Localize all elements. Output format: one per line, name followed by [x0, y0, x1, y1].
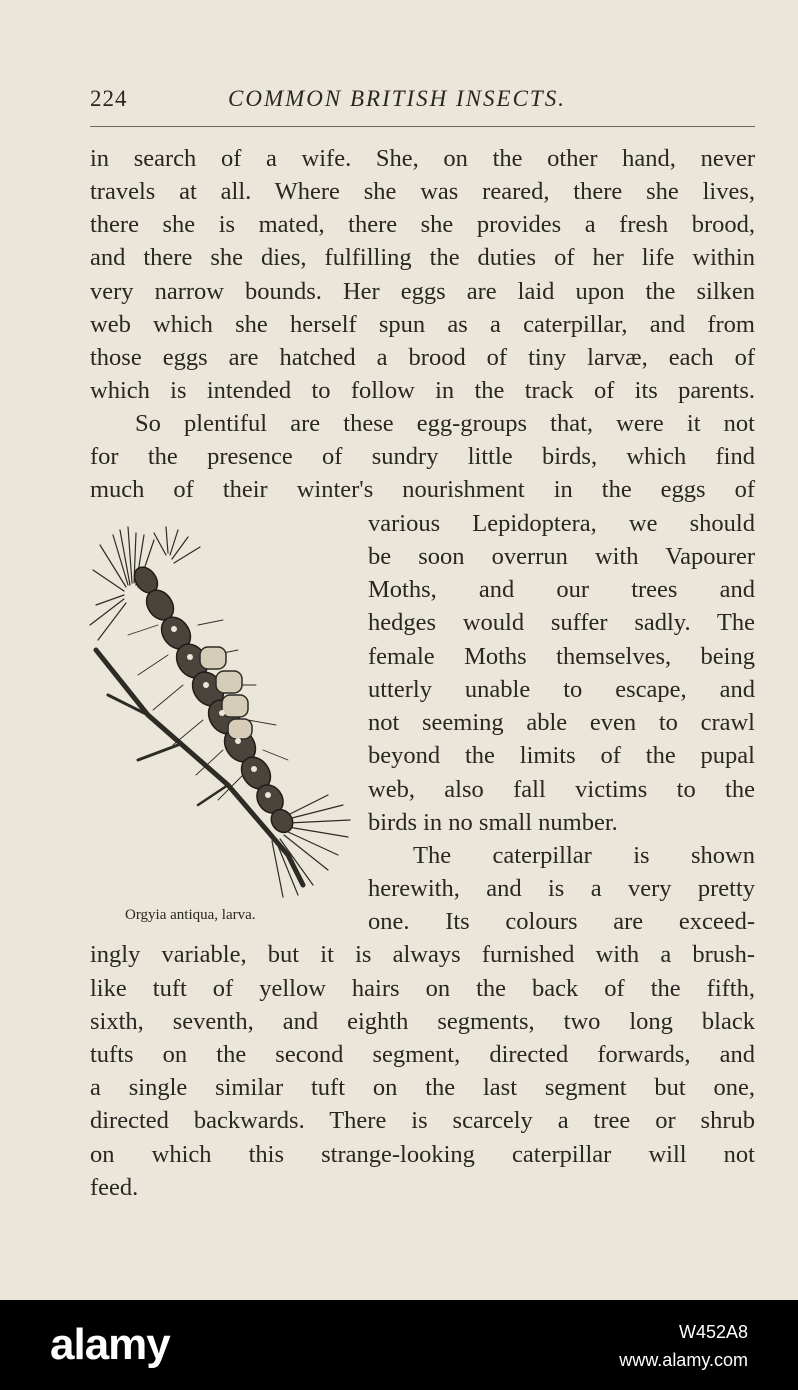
- body-line: sixth, seventh, and eighth segments, two long black: [90, 1008, 755, 1035]
- body-line: not seeming able even to crawl: [368, 709, 755, 736]
- body-line: web which she herself spun as a caterpillar, and from: [90, 311, 755, 338]
- figure-caption: Orgyia antiqua, larva.: [125, 907, 256, 923]
- body-line: feed.: [90, 1174, 139, 1201]
- body-line: various Lepidoptera, we should: [368, 510, 755, 537]
- body-line: hedges would suffer sadly. The: [368, 609, 755, 636]
- body-line: travels at all. Where she was reared, there she lives,: [90, 178, 755, 205]
- header-rule: [90, 126, 755, 127]
- body-line: a single similar tuft on the last segment but one,: [90, 1074, 755, 1101]
- body-line: for the presence of sundry little birds, which find: [90, 443, 755, 470]
- body-line: there she is mated, there she provides a fresh brood,: [90, 211, 755, 238]
- body-line: be soon overrun with Vapourer: [368, 543, 755, 570]
- body-line: on which this strange-looking caterpillar will not: [90, 1141, 755, 1168]
- body-line: much of their winter's nourishment in the eggs of: [90, 476, 755, 503]
- body-line: utterly unable to escape, and: [368, 676, 755, 703]
- site-url: www.alamy.com: [619, 1350, 748, 1370]
- body-line: very narrow bounds. Her eggs are laid upon the silken: [90, 278, 755, 305]
- body-line: and there she dies, fulfilling the duties of her life within: [90, 244, 755, 271]
- body-line: those eggs are hatched a brood of tiny larvæ, each of: [90, 344, 755, 371]
- body-line: in search of a wife. She, on the other hand, never: [90, 145, 755, 172]
- body-line: birds in no small number.: [368, 809, 618, 836]
- body-line: herewith, and is a very pretty: [368, 875, 755, 902]
- body-line: web, also fall victims to the: [368, 776, 755, 803]
- body-line: female Moths themselves, being: [368, 643, 755, 670]
- body-line: The caterpillar is shown: [413, 842, 755, 869]
- alamy-logo: alamy: [50, 1320, 170, 1369]
- image-id: W452A8: [678, 1322, 748, 1342]
- body-line: Moths, and our trees and: [368, 576, 755, 603]
- body-line: beyond the limits of the pupal: [368, 742, 755, 769]
- caterpillar-illustration: [88, 525, 358, 905]
- body-line: one. Its colours are exceed-: [368, 908, 755, 935]
- body-line: which is intended to follow in the track of its parents.: [90, 377, 755, 404]
- running-head: COMMON BRITISH INSECTS.: [228, 86, 566, 111]
- body-line: So plentiful are these egg-groups that, were it not: [135, 410, 755, 437]
- page-number: 224: [90, 86, 128, 111]
- page-header: [90, 80, 755, 120]
- body-line: directed backwards. There is scarcely a tree or shrub: [90, 1107, 755, 1134]
- body-line: ingly variable, but it is always furnished with a brush-: [90, 941, 755, 968]
- body-line: like tuft of yellow hairs on the back of the fifth,: [90, 975, 755, 1002]
- body-line: tufts on the second segment, directed forwards, and: [90, 1041, 755, 1068]
